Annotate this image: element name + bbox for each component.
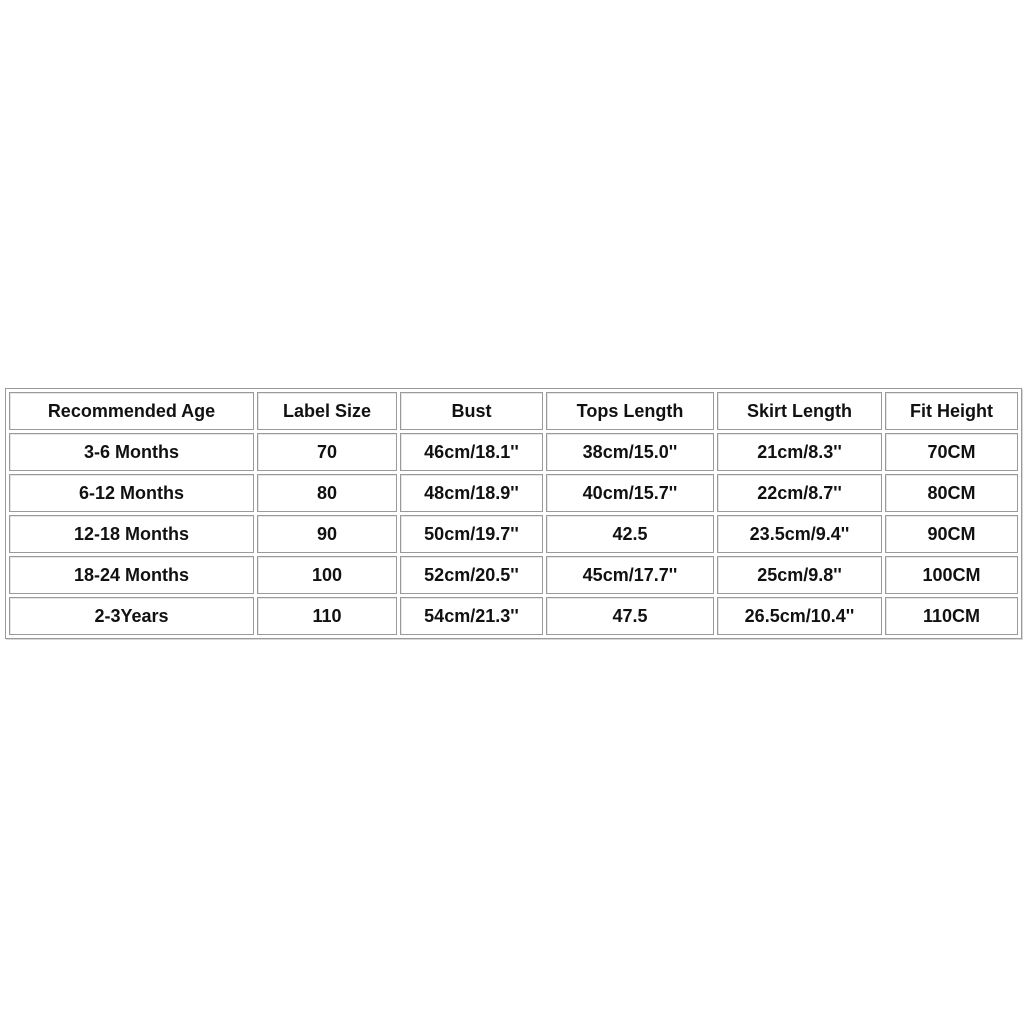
cell-recommended-age: 6-12 Months — [9, 474, 254, 512]
header-recommended-age: Recommended Age — [9, 392, 254, 430]
size-chart-table — [5, 388, 1022, 639]
table-row — [9, 433, 1018, 471]
table-header-row — [9, 392, 1018, 430]
header-fit-height: Fit Height — [885, 392, 1018, 430]
cell-label-size: 80 — [257, 474, 397, 512]
cell-fit-height: 70CM — [885, 433, 1018, 471]
cell-skirt-length: 23.5cm/9.4'' — [717, 515, 882, 553]
cell-bust: 52cm/20.5'' — [400, 556, 543, 594]
table-row — [9, 597, 1018, 635]
cell-tops-length: 38cm/15.0'' — [546, 433, 714, 471]
cell-label-size: 70 — [257, 433, 397, 471]
cell-skirt-length: 26.5cm/10.4'' — [717, 597, 882, 635]
cell-recommended-age: 18-24 Months — [9, 556, 254, 594]
header-label-size: Label Size — [257, 392, 397, 430]
cell-tops-length: 42.5 — [546, 515, 714, 553]
cell-recommended-age: 3-6 Months — [9, 433, 254, 471]
cell-bust: 46cm/18.1'' — [400, 433, 543, 471]
header-tops-length: Tops Length — [546, 392, 714, 430]
cell-label-size: 100 — [257, 556, 397, 594]
cell-tops-length: 47.5 — [546, 597, 714, 635]
cell-fit-height: 100CM — [885, 556, 1018, 594]
cell-tops-length: 40cm/15.7'' — [546, 474, 714, 512]
cell-bust: 48cm/18.9'' — [400, 474, 543, 512]
cell-label-size: 110 — [257, 597, 397, 635]
cell-skirt-length: 22cm/8.7'' — [717, 474, 882, 512]
cell-skirt-length: 25cm/9.8'' — [717, 556, 882, 594]
cell-fit-height: 110CM — [885, 597, 1018, 635]
cell-bust: 54cm/21.3'' — [400, 597, 543, 635]
table-row — [9, 515, 1018, 553]
table-row — [9, 474, 1018, 512]
cell-bust: 50cm/19.7'' — [400, 515, 543, 553]
cell-skirt-length: 21cm/8.3'' — [717, 433, 882, 471]
cell-tops-length: 45cm/17.7'' — [546, 556, 714, 594]
cell-fit-height: 80CM — [885, 474, 1018, 512]
table-row — [9, 556, 1018, 594]
cell-fit-height: 90CM — [885, 515, 1018, 553]
cell-recommended-age: 12-18 Months — [9, 515, 254, 553]
cell-label-size: 90 — [257, 515, 397, 553]
cell-recommended-age: 2-3Years — [9, 597, 254, 635]
header-bust: Bust — [400, 392, 543, 430]
header-skirt-length: Skirt Length — [717, 392, 882, 430]
